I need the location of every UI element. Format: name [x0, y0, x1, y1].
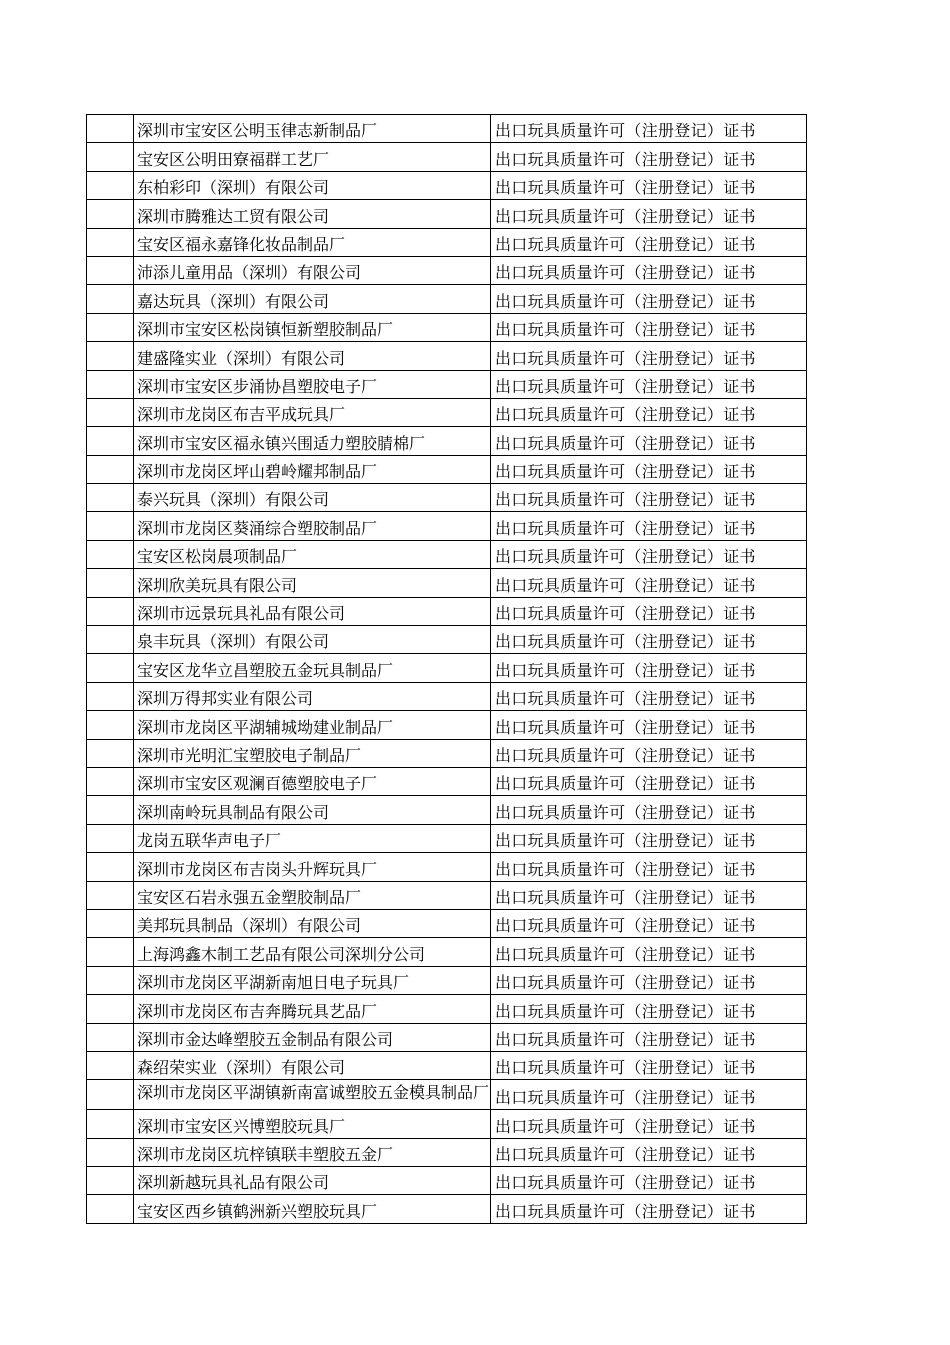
certificate-type: 出口玩具质量许可（注册登记）证书 — [495, 944, 756, 964]
certificate-cell — [491, 342, 807, 370]
certificate-cell — [491, 682, 807, 710]
index-cell — [87, 739, 134, 767]
certificate-type: 出口玩具质量许可（注册登记）证书 — [495, 178, 756, 198]
certificate-cell — [491, 1110, 807, 1138]
certificate-cell — [491, 285, 807, 313]
company-cell — [134, 1138, 491, 1166]
company-name: 深圳万得邦实业有限公司 — [137, 689, 314, 709]
index-cell — [87, 370, 134, 398]
table-row — [87, 143, 807, 171]
table-row — [87, 881, 807, 909]
certificate-cell — [491, 398, 807, 426]
table-row — [87, 938, 807, 966]
index-cell — [87, 256, 134, 284]
table-row — [87, 739, 807, 767]
table-row — [87, 256, 807, 284]
index-cell — [87, 342, 134, 370]
certificate-cell — [491, 256, 807, 284]
table-row — [87, 484, 807, 512]
index-cell — [87, 654, 134, 682]
certificate-cell — [491, 597, 807, 625]
index-cell — [87, 1110, 134, 1138]
table-row — [87, 1110, 807, 1138]
company-cell — [134, 739, 491, 767]
certificate-cell — [491, 909, 807, 937]
company-cell — [134, 484, 491, 512]
company-name: 龙岗五联华声电子厂 — [137, 831, 282, 851]
table-row — [87, 654, 807, 682]
company-name: 深圳市腾雅达工贸有限公司 — [137, 206, 330, 226]
certificate-type: 出口玩具质量许可（注册登记）证书 — [495, 1145, 756, 1165]
table-row — [87, 455, 807, 483]
certificate-cell — [491, 200, 807, 228]
table-row — [87, 370, 807, 398]
table-row — [87, 966, 807, 994]
company-name: 深圳欣美玩具有限公司 — [137, 575, 298, 595]
table-row — [87, 1138, 807, 1166]
index-cell — [87, 398, 134, 426]
certificate-type: 出口玩具质量许可（注册登记）证书 — [495, 263, 756, 283]
certificate-cell — [491, 881, 807, 909]
company-cell — [134, 285, 491, 313]
certificate-cell — [491, 767, 807, 795]
certificate-cell — [491, 739, 807, 767]
table-row — [87, 398, 807, 426]
company-cell — [134, 824, 491, 852]
index-cell — [87, 626, 134, 654]
company-name: 深圳市远景玩具礼品有限公司 — [137, 604, 346, 624]
certificate-type: 出口玩具质量许可（注册登记）证书 — [495, 575, 756, 595]
table-row — [87, 512, 807, 540]
table-row — [87, 200, 807, 228]
company-name: 宝安区福永嘉锋化妆品制品厂 — [137, 234, 346, 254]
index-cell — [87, 484, 134, 512]
table-row — [87, 853, 807, 881]
index-cell — [87, 228, 134, 256]
certificate-cell — [491, 512, 807, 540]
company-name: 沛添儿童用品（深圳）有限公司 — [137, 263, 362, 283]
certificate-type: 出口玩具质量许可（注册登记）证书 — [495, 916, 756, 936]
certificate-type: 出口玩具质量许可（注册登记）证书 — [495, 1029, 756, 1049]
certificate-type: 出口玩具质量许可（注册登记）证书 — [495, 887, 756, 907]
company-name: 森绍荣实业（深圳）有限公司 — [137, 1058, 346, 1078]
index-cell — [87, 427, 134, 455]
company-cell — [134, 115, 491, 143]
certificate-type: 出口玩具质量许可（注册登记）证书 — [495, 149, 756, 169]
certificate-cell — [491, 796, 807, 824]
certificate-type: 出口玩具质量许可（注册登记）证书 — [495, 376, 756, 396]
table-row — [87, 1051, 807, 1079]
company-cell — [134, 512, 491, 540]
company-cell — [134, 995, 491, 1023]
company-cell — [134, 569, 491, 597]
certificate-cell — [491, 853, 807, 881]
company-cell — [134, 171, 491, 199]
company-name: 宝安区松岗晨项制品厂 — [137, 547, 298, 567]
certificate-cell — [491, 711, 807, 739]
company-name: 宝安区公明田寮福群工艺厂 — [137, 149, 330, 169]
certificate-cell — [491, 626, 807, 654]
company-cell — [134, 597, 491, 625]
certificate-type: 出口玩具质量许可（注册登记）证书 — [495, 234, 756, 254]
index-cell — [87, 455, 134, 483]
company-name: 深圳市龙岗区坑梓镇联丰塑胶五金厂 — [137, 1145, 394, 1165]
company-name: 深圳市龙岗区布吉平成玩具厂 — [137, 405, 346, 425]
company-cell — [134, 427, 491, 455]
certificate-type: 出口玩具质量许可（注册登记）证书 — [495, 1001, 756, 1021]
certificate-cell — [491, 966, 807, 994]
company-name: 深圳市龙岗区坪山碧岭耀邦制品厂 — [137, 462, 378, 482]
table-row — [87, 1195, 807, 1223]
company-name: 美邦玩具制品（深圳）有限公司 — [137, 916, 362, 936]
certificate-type: 出口玩具质量许可（注册登记）证书 — [495, 518, 756, 538]
table-row — [87, 342, 807, 370]
certificate-type: 出口玩具质量许可（注册登记）证书 — [495, 433, 756, 453]
company-cell — [134, 200, 491, 228]
table-row — [87, 171, 807, 199]
certificate-type: 出口玩具质量许可（注册登记）证书 — [495, 547, 756, 567]
certificate-type: 出口玩具质量许可（注册登记）证书 — [495, 1058, 756, 1078]
table-row — [87, 115, 807, 143]
company-name: 东柏彩印（深圳）有限公司 — [137, 178, 330, 198]
certificate-type: 出口玩具质量许可（注册登记）证书 — [495, 1116, 756, 1136]
certificate-cell — [491, 228, 807, 256]
company-cell — [134, 796, 491, 824]
company-cell — [134, 342, 491, 370]
certificate-cell — [491, 370, 807, 398]
certificate-cell — [491, 569, 807, 597]
company-cell — [134, 938, 491, 966]
index-cell — [87, 1080, 134, 1110]
company-name: 深圳市龙岗区平湖辅城坳建业制品厂 — [137, 717, 394, 737]
company-name: 深圳市光明汇宝塑胶电子制品厂 — [137, 745, 362, 765]
certificate-type: 出口玩具质量许可（注册登记）证书 — [495, 320, 756, 340]
certificate-type: 出口玩具质量许可（注册登记）证书 — [495, 206, 756, 226]
index-cell — [87, 143, 134, 171]
index-cell — [87, 540, 134, 568]
table-row — [87, 427, 807, 455]
certificate-cell — [491, 1138, 807, 1166]
certificate-cell — [491, 115, 807, 143]
company-name: 深圳市宝安区公明玉律志新制品厂 — [137, 121, 378, 141]
company-cell — [134, 455, 491, 483]
index-cell — [87, 597, 134, 625]
index-cell — [87, 313, 134, 341]
company-cell — [134, 143, 491, 171]
company-cell — [134, 853, 491, 881]
index-cell — [87, 569, 134, 597]
certificate-type: 出口玩具质量许可（注册登记）证书 — [495, 774, 756, 794]
index-cell — [87, 853, 134, 881]
company-name: 泰兴玩具（深圳）有限公司 — [137, 490, 330, 510]
company-cell — [134, 1167, 491, 1195]
certificate-cell — [491, 1023, 807, 1051]
certificate-cell — [491, 143, 807, 171]
certificate-cell — [491, 1167, 807, 1195]
company-name: 深圳市宝安区兴博塑胶玩具厂 — [137, 1116, 346, 1136]
company-name: 深圳新越玩具礼品有限公司 — [137, 1173, 330, 1193]
certificate-cell — [491, 171, 807, 199]
company-name: 深圳市宝安区观澜百德塑胶电子厂 — [137, 774, 378, 794]
table-row — [87, 1080, 807, 1110]
certificate-cell — [491, 654, 807, 682]
company-name: 深圳市宝安区松岗镇恒新塑胶制品厂 — [137, 320, 394, 340]
table-row — [87, 569, 807, 597]
certificate-cell — [491, 1051, 807, 1079]
certificate-type: 出口玩具质量许可（注册登记）证书 — [495, 348, 756, 368]
certificate-type: 出口玩具质量许可（注册登记）证书 — [495, 1088, 756, 1108]
index-cell — [87, 938, 134, 966]
certificate-cell — [491, 313, 807, 341]
table-row — [87, 1167, 807, 1195]
certificate-cell — [491, 455, 807, 483]
company-cell — [134, 1080, 491, 1110]
index-cell — [87, 711, 134, 739]
company-cell — [134, 881, 491, 909]
table-row — [87, 682, 807, 710]
company-name: 深圳市宝安区步涌协昌塑胶电子厂 — [137, 376, 378, 396]
company-cell — [134, 767, 491, 795]
index-cell — [87, 881, 134, 909]
certificate-type: 出口玩具质量许可（注册登记）证书 — [495, 745, 756, 765]
index-cell — [87, 796, 134, 824]
table-row — [87, 313, 807, 341]
index-cell — [87, 966, 134, 994]
certificate-type: 出口玩具质量许可（注册登记）证书 — [495, 831, 756, 851]
certificate-cell — [491, 540, 807, 568]
company-cell — [134, 313, 491, 341]
company-cell — [134, 654, 491, 682]
table-row — [87, 796, 807, 824]
table-row — [87, 597, 807, 625]
certificate-type: 出口玩具质量许可（注册登记）证书 — [495, 859, 756, 879]
company-cell — [134, 1023, 491, 1051]
company-cell — [134, 626, 491, 654]
index-cell — [87, 767, 134, 795]
company-cell — [134, 540, 491, 568]
certificate-type: 出口玩具质量许可（注册登记）证书 — [495, 973, 756, 993]
certificate-cell — [491, 824, 807, 852]
index-cell — [87, 200, 134, 228]
table-row — [87, 228, 807, 256]
certificate-type: 出口玩具质量许可（注册登记）证书 — [495, 405, 756, 425]
certificate-cell — [491, 484, 807, 512]
certificate-type: 出口玩具质量许可（注册登记）证书 — [495, 717, 756, 737]
index-cell — [87, 1023, 134, 1051]
table-row — [87, 909, 807, 937]
table-row — [87, 1023, 807, 1051]
table-row — [87, 767, 807, 795]
company-name: 宝安区石岩永强五金塑胶制品厂 — [137, 887, 362, 907]
company-name: 深圳市金达峰塑胶五金制品有限公司 — [137, 1029, 394, 1049]
company-cell — [134, 1110, 491, 1138]
company-cell — [134, 909, 491, 937]
index-cell — [87, 1138, 134, 1166]
table-row — [87, 540, 807, 568]
index-cell — [87, 1051, 134, 1079]
company-name: 深圳市龙岗区葵涌综合塑胶制品厂 — [137, 518, 378, 538]
table-row — [87, 285, 807, 313]
company-name: 深圳市宝安区福永镇兴围适力塑胶腈棉厂 — [137, 433, 426, 453]
certificate-cell — [491, 427, 807, 455]
certificate-type: 出口玩具质量许可（注册登记）证书 — [495, 121, 756, 141]
certificate-type: 出口玩具质量许可（注册登记）证书 — [495, 802, 756, 822]
company-name: 深圳市龙岗区平湖镇新南富诚塑胶五金模具制品厂 — [137, 1083, 490, 1103]
company-cell — [134, 370, 491, 398]
index-cell — [87, 115, 134, 143]
company-name: 泉丰玩具（深圳）有限公司 — [137, 632, 330, 652]
certificate-type: 出口玩具质量许可（注册登记）证书 — [495, 604, 756, 624]
company-name: 深圳南岭玩具制品有限公司 — [137, 802, 330, 822]
company-name: 嘉达玩具（深圳）有限公司 — [137, 291, 330, 311]
company-cell — [134, 1051, 491, 1079]
index-cell — [87, 285, 134, 313]
certificate-type: 出口玩具质量许可（注册登记）证书 — [495, 462, 756, 482]
certificate-table — [86, 114, 807, 1224]
company-name: 宝安区西乡镇鹤洲新兴塑胶玩具厂 — [137, 1201, 378, 1221]
index-cell — [87, 1167, 134, 1195]
certificate-type: 出口玩具质量许可（注册登记）证书 — [495, 490, 756, 510]
table-body — [87, 115, 807, 1224]
company-name: 深圳市龙岗区布吉岗头升辉玩具厂 — [137, 859, 378, 879]
index-cell — [87, 909, 134, 937]
certificate-cell — [491, 938, 807, 966]
company-name: 深圳市龙岗区布吉奔腾玩具艺品厂 — [137, 1001, 378, 1021]
table-row — [87, 824, 807, 852]
certificate-type: 出口玩具质量许可（注册登记）证书 — [495, 660, 756, 680]
index-cell — [87, 995, 134, 1023]
company-cell — [134, 682, 491, 710]
company-name: 宝安区龙华立昌塑胶五金玩具制品厂 — [137, 660, 394, 680]
index-cell — [87, 824, 134, 852]
certificate-type: 出口玩具质量许可（注册登记）证书 — [495, 632, 756, 652]
company-name: 建盛隆实业（深圳）有限公司 — [137, 348, 346, 368]
table-row — [87, 711, 807, 739]
certificate-type: 出口玩具质量许可（注册登记）证书 — [495, 689, 756, 709]
certificate-cell — [491, 995, 807, 1023]
company-cell — [134, 1195, 491, 1223]
table-row — [87, 626, 807, 654]
certificate-type: 出口玩具质量许可（注册登记）证书 — [495, 291, 756, 311]
company-cell — [134, 256, 491, 284]
certificate-cell — [491, 1195, 807, 1223]
company-cell — [134, 711, 491, 739]
table-row — [87, 995, 807, 1023]
index-cell — [87, 512, 134, 540]
index-cell — [87, 1195, 134, 1223]
certificate-type: 出口玩具质量许可（注册登记）证书 — [495, 1173, 756, 1193]
company-cell — [134, 398, 491, 426]
certificate-cell — [491, 1080, 807, 1110]
certificate-type: 出口玩具质量许可（注册登记）证书 — [495, 1201, 756, 1221]
company-name: 深圳市龙岗区平湖新南旭日电子玩具厂 — [137, 973, 410, 993]
company-cell — [134, 966, 491, 994]
index-cell — [87, 682, 134, 710]
company-name: 上海鸿鑫木制工艺品有限公司深圳分公司 — [137, 944, 426, 964]
company-cell — [134, 228, 491, 256]
index-cell — [87, 171, 134, 199]
